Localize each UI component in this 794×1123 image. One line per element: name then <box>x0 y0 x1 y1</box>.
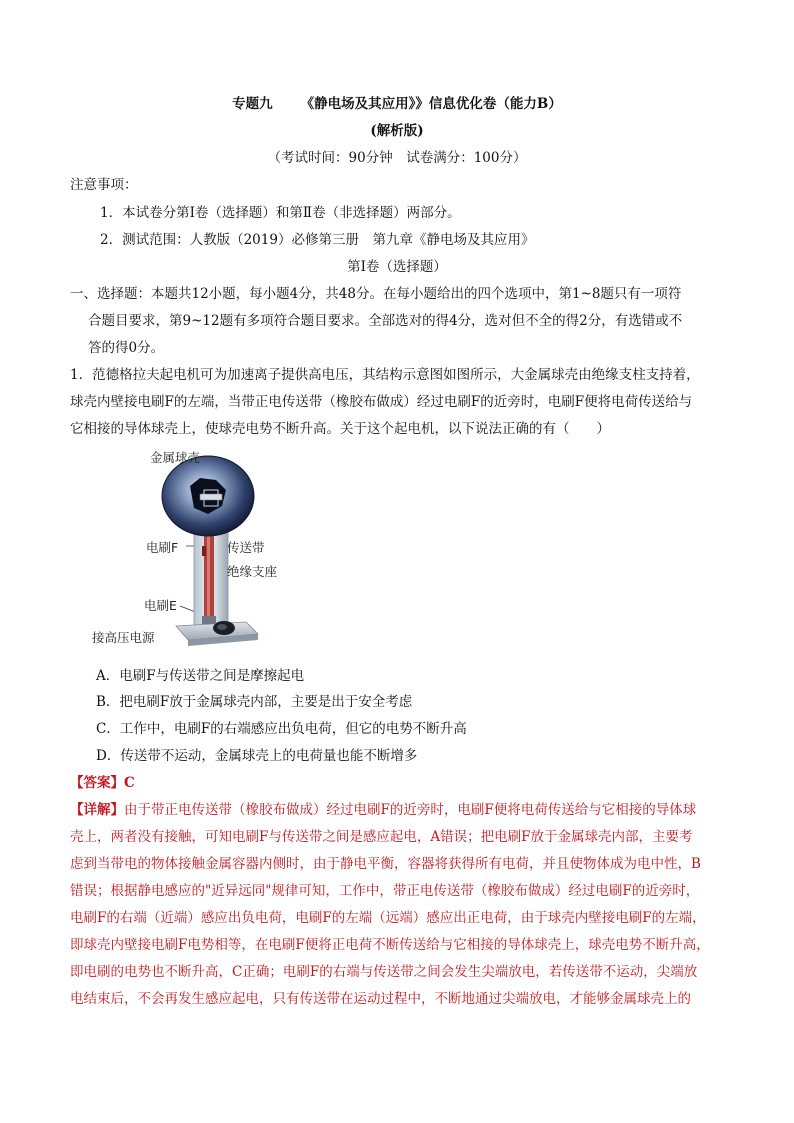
section-title: 第Ⅰ卷（选择题） <box>347 259 447 275</box>
notes-heading: 注意事项： <box>70 177 138 193</box>
option-d: D．传送带不运动，金属球壳上的电荷量也能不断增多 <box>96 748 418 764</box>
answer-line <box>70 773 135 793</box>
title-prefix: 专题九 <box>232 96 273 112</box>
label-brush-f: 电刷F <box>146 540 179 555</box>
section-intro-line: 一、选择题：本题共12小题，每小题4分，共48分。在每小题给出的四个选项中，第1~8题只有一项符 <box>70 286 682 302</box>
question-stem-line: 1．范德格拉夫起电机可为加速离子提供高电压，其结构示意图如图所示，大金属球壳由绝缘支柱支持着， <box>70 367 700 383</box>
explanation-text: 由于带正电传送带（橡胶布做成）经过电刷F的近旁时，电刷F便将电荷传送给与它相接的导体球 <box>124 802 697 818</box>
note-item-2: 2．测试范围：人教版（2019）必修第三册 第九章《静电场及其应用》 <box>100 232 535 248</box>
explanation-line <box>70 800 696 820</box>
explanation-line: 电刷F的右端（近端）感应出负电荷，电刷F的左端（远端）感应出正电荷，由于球壳内壁接电刷F的左端， <box>70 910 706 926</box>
section-intro-line: 答的得0分。 <box>88 340 165 356</box>
label-support: 绝缘支座 <box>227 564 278 579</box>
explanation-line: 虑到当带电的物体接触金属容器内侧时，由于静电平衡，容器将获得所有电荷，并且使物体成为电中性，B <box>70 856 701 872</box>
explanation-label: 【详解】 <box>70 802 124 818</box>
question-stem-line: 球壳内壁接电刷F的左端，当带正电传送带（橡胶布做成）经过电刷F的近旁时，电刷F便将电荷传送给与 <box>70 394 693 410</box>
label-metal-sphere: 金属球壳 <box>150 450 201 465</box>
explanation-line: 壳上，两者没有接触，可知电刷F与传送带之间是感应起电，A错误；把电刷F放于金属球壳内部，主要考 <box>70 829 693 845</box>
title-main: 《静电场及其应用》》信息优化卷（能力B） <box>300 96 562 112</box>
option-a: A．电刷F与传送带之间是摩擦起电 <box>96 668 305 684</box>
generator-figure <box>90 446 278 651</box>
explanation-line: 错误；根据静电感应的"近异远同"规律可知，工作中，带正电传送带（橡胶布做成）经过电刷F的近旁时， <box>70 883 700 899</box>
page-title <box>0 94 794 114</box>
explanation-line: 电结束后，不会再发生感应起电，只有传送带在运动过程中，不断地通过尖端放电，才能够金属球壳上的 <box>70 991 691 1007</box>
answer-value: C <box>124 775 135 791</box>
answer-label: 【答案】 <box>70 775 124 791</box>
label-belt: 传送带 <box>227 540 265 555</box>
exam-info: （考试时间：90分钟 试卷满分：100分） <box>267 150 527 166</box>
note-item-1: 1．本试卷分第Ⅰ卷（选择题）和第Ⅱ卷（非选择题）两部分。 <box>100 205 461 221</box>
label-brush-e: 电刷E <box>144 598 177 613</box>
explanation-line: 即电刷的电势也不断升高，C正确；电刷F的右端与传送带之间会发生尖端放电，若传送带不运动，尖端放 <box>70 964 698 980</box>
question-stem-line: 它相接的导体球壳上，使球壳电势不断升高。关于这个起电机，以下说法正确的有（ ） <box>70 421 610 437</box>
label-power-source: 接高压电源 <box>92 630 155 645</box>
explanation-line: 即球壳内壁接电刷F电势相等，在电刷F便将正电荷不断传送给与它相接的导体球壳上，球壳电势不断升高， <box>70 937 710 953</box>
page-subtitle: (解析版) <box>370 123 424 139</box>
option-b: B．把电刷F放于金属球壳内部，主要是出于安全考虑 <box>96 694 413 710</box>
section-intro-line: 合题目要求，第9~12题有多项符合题目要求。全部选对的得4分，选对但不全的得2分，有选错或不 <box>88 313 683 329</box>
option-c: C．工作中，电刷F的右端感应出负电荷，但它的电势不断升高 <box>96 721 467 737</box>
